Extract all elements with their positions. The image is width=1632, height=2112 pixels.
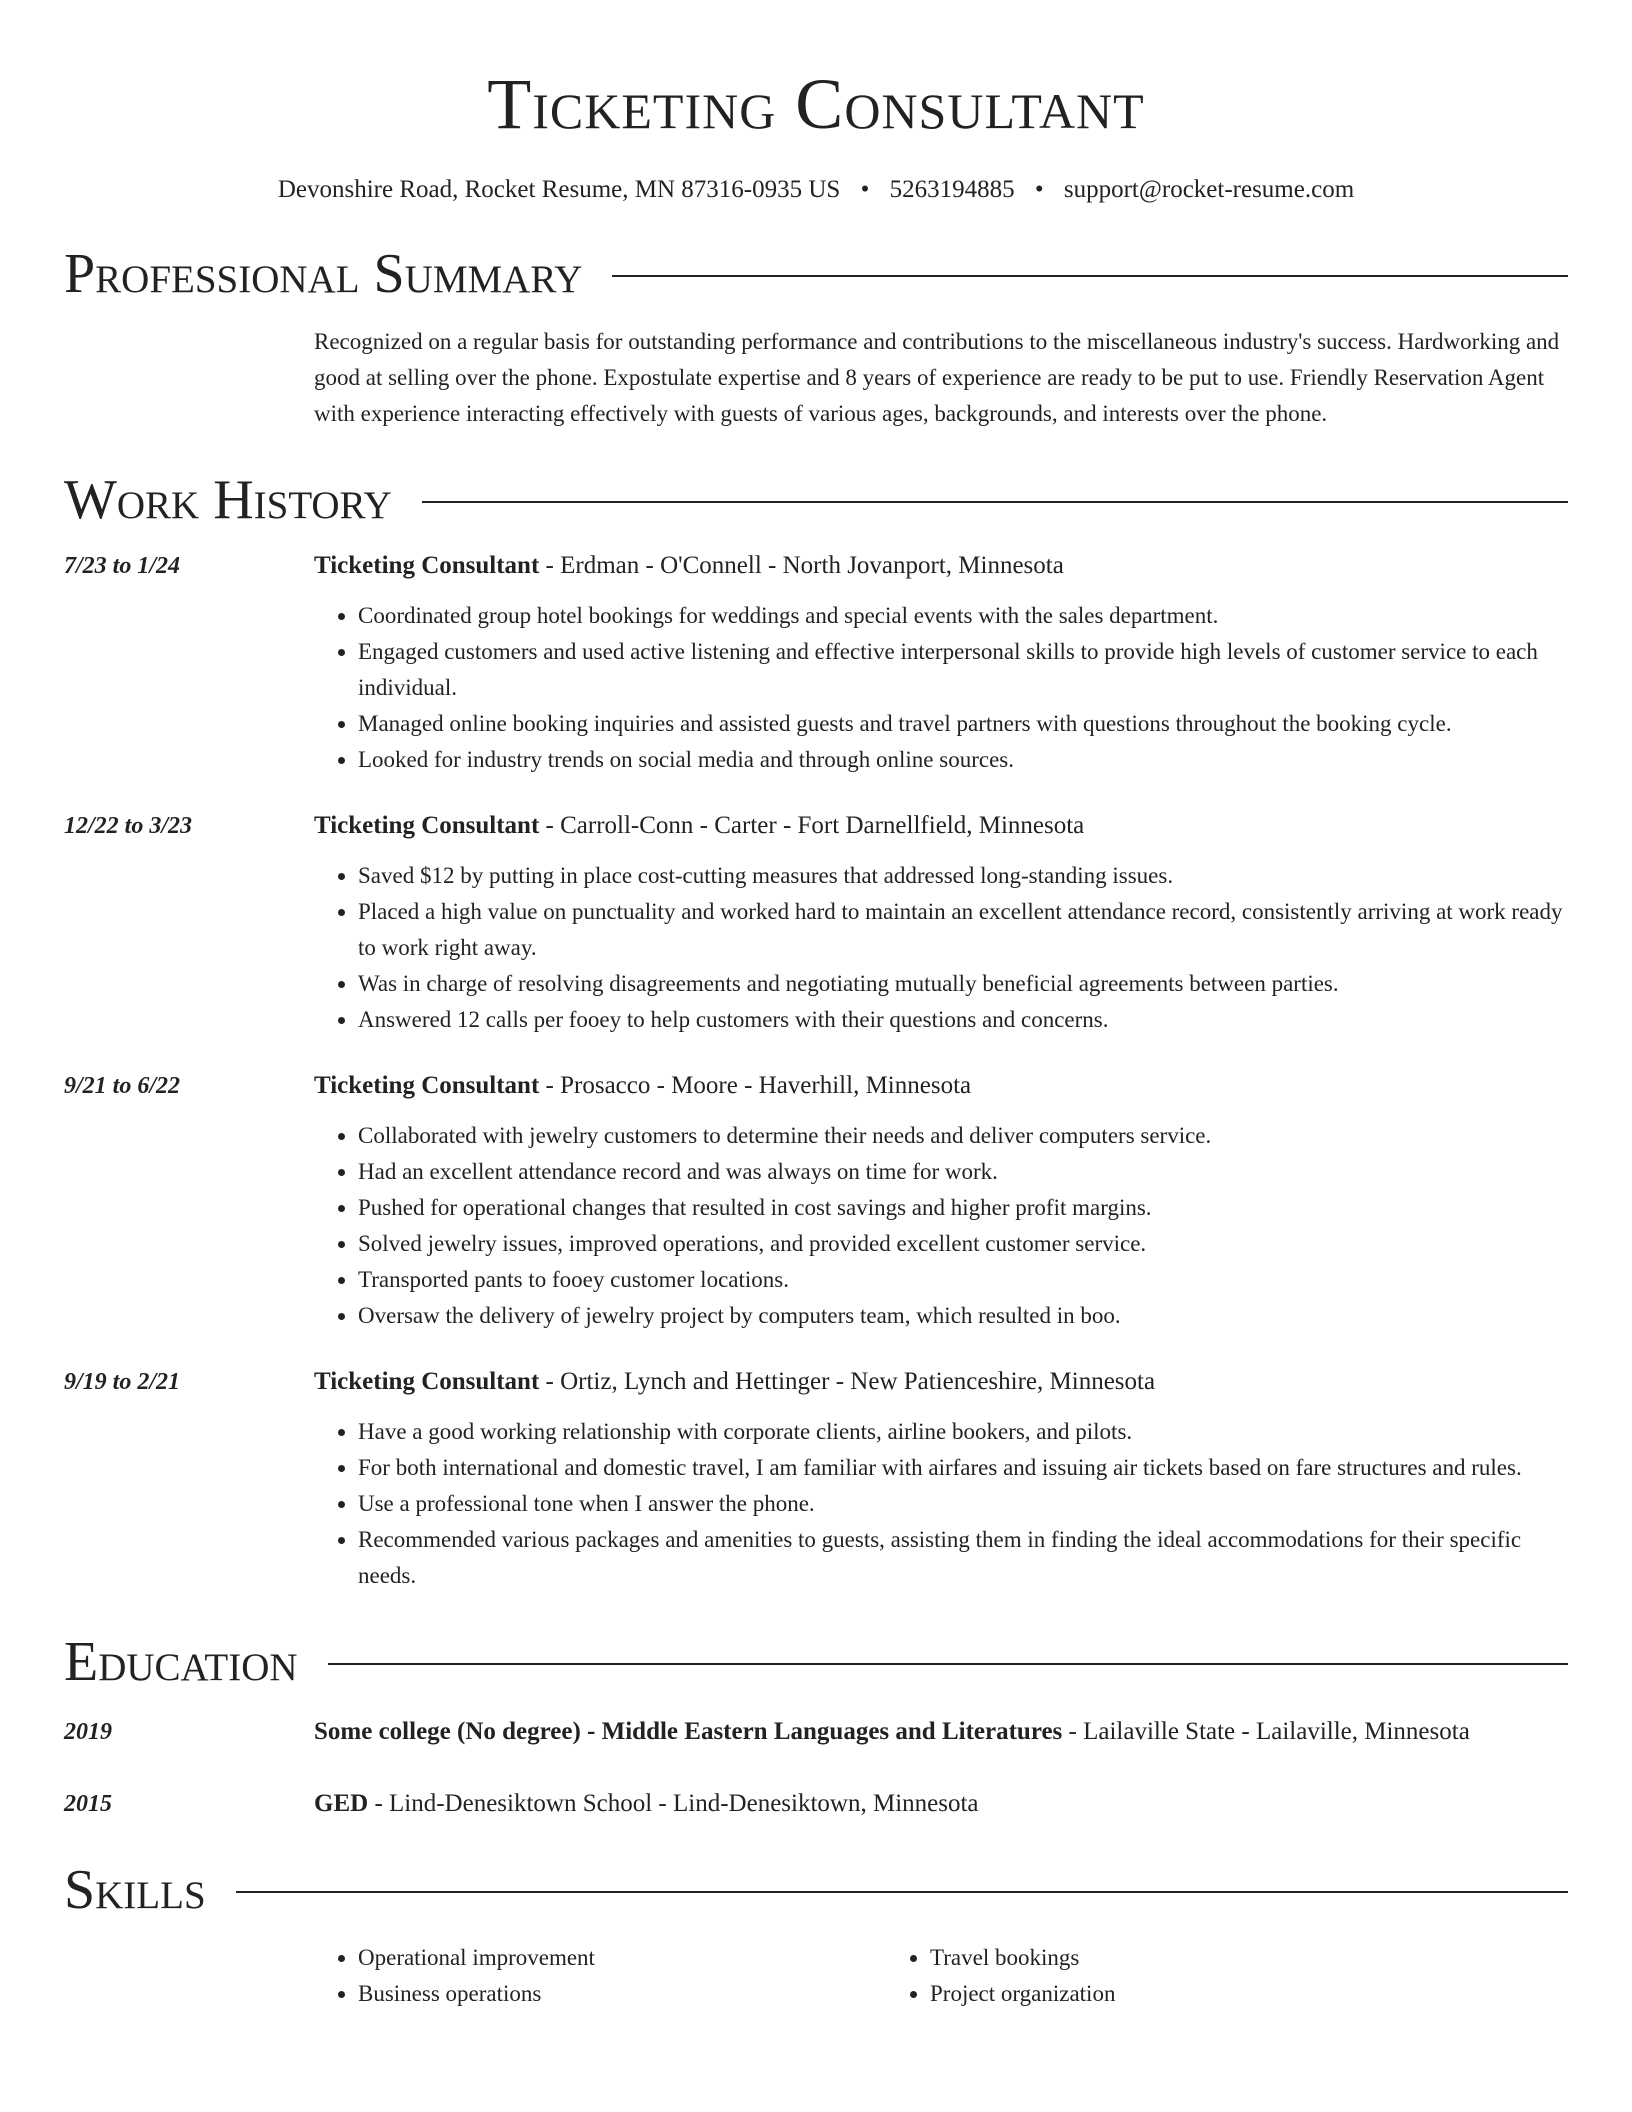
work-section-header xyxy=(64,470,1568,530)
education-degree: GED xyxy=(314,1790,369,1817)
job-bullet: • Managed online booking inquiries and assisted guests and travel partners with questions throughout the booking cycle. xyxy=(358,706,1568,742)
job-bullet: • Was in charge of resolving disagreements and negotiating mutually beneficial agreements between parties. xyxy=(358,966,1568,1002)
contact-phone: 5263194885 xyxy=(889,176,1015,203)
section-divider xyxy=(612,275,1568,277)
job-details: - Carroll-Conn - Carter - Fort Darnellfield, Minnesota xyxy=(539,812,1085,839)
job-bullets xyxy=(314,1118,1568,1334)
job-dates: 9/19 to 2/21 xyxy=(64,1369,181,1395)
job-bullets xyxy=(314,598,1568,778)
job-role: Ticketing Consultant xyxy=(314,1368,540,1395)
contact-separator: • xyxy=(1034,176,1044,203)
education-body xyxy=(314,1786,1568,1822)
job-entry xyxy=(64,1364,1568,1594)
skills-left-column xyxy=(314,1940,886,2012)
skills-right-column xyxy=(886,1940,1458,2012)
skills-columns xyxy=(314,1940,1568,2012)
job-bullets xyxy=(314,1414,1568,1594)
job-bullet: • Answered 12 calls per fooey to help customers with their questions and concerns. xyxy=(358,1002,1568,1038)
job-bullet: • Engaged customers and used active listening and effective interpersonal skills to provide high levels of customer service to each individual. xyxy=(358,634,1568,706)
job-bullet: • Transported pants to fooey customer locations. xyxy=(358,1262,1568,1298)
work-history-list xyxy=(64,548,1568,1594)
skill-item: • Travel bookings xyxy=(930,1940,1458,1976)
job-bullet: • Pushed for operational changes that resulted in cost savings and higher profit margins. xyxy=(358,1190,1568,1226)
job-dates: 9/21 to 6/22 xyxy=(64,1073,181,1099)
job-entry xyxy=(64,548,1568,778)
contact-email: support@rocket-resume.com xyxy=(1063,176,1355,203)
contact-separator: • xyxy=(860,176,870,203)
education-section-header xyxy=(64,1632,1568,1692)
education-details: - Lind-Denesiktown School - Lind-Denesiktown, Minnesota xyxy=(368,1790,979,1817)
job-heading xyxy=(314,1364,1568,1400)
skills-section-header xyxy=(64,1860,1568,1920)
summary-section-header xyxy=(64,244,1568,304)
education-degree: Some college (No degree) - Middle Eastern Languages and Literatures xyxy=(314,1718,1063,1745)
job-details: - Prosacco - Moore - Haverhill, Minnesota xyxy=(539,1072,972,1099)
education-heading xyxy=(314,1714,1568,1750)
education-details: - Lailaville State - Lailaville, Minnesota xyxy=(1062,1718,1470,1745)
job-bullet: • Had an excellent attendance record and was always on time for work. xyxy=(358,1154,1568,1190)
job-heading xyxy=(314,1068,1568,1104)
job-details: - Erdman - O'Connell - North Jovanport, Minnesota xyxy=(539,552,1064,579)
summary-body xyxy=(314,324,1568,432)
summary-section-title: Professional Summary xyxy=(64,243,583,305)
job-bullet: • Collaborated with jewelry customers to determine their needs and deliver computers service. xyxy=(358,1118,1568,1154)
job-bullet: • Placed a high value on punctuality and worked hard to maintain an excellent attendance record, consistently arriving at work ready to work right away. xyxy=(358,894,1568,966)
skill-item: • Business operations xyxy=(358,1976,886,2012)
contact-line xyxy=(64,174,1568,206)
job-bullet: • Use a professional tone when I answer the phone. xyxy=(358,1486,1568,1522)
resume-name-title: Ticketing Consultant xyxy=(487,64,1145,144)
job-body xyxy=(314,808,1568,1038)
job-bullets xyxy=(314,858,1568,1038)
job-body xyxy=(314,1364,1568,1594)
education-year: 2015 xyxy=(64,1791,112,1817)
skill-item: • Operational improvement xyxy=(358,1940,886,1976)
education-year: 2019 xyxy=(64,1719,112,1745)
job-dates: 12/22 to 3/23 xyxy=(64,813,193,839)
work-section-title: Work History xyxy=(64,469,392,531)
job-bullet: • Coordinated group hotel bookings for weddings and special events with the sales department. xyxy=(358,598,1568,634)
education-list xyxy=(64,1714,1568,1822)
job-bullet: • Looked for industry trends on social media and through online sources. xyxy=(358,742,1568,778)
job-bullet: • Oversaw the delivery of jewelry project by computers team, which resulted in boo. xyxy=(358,1298,1568,1334)
section-divider xyxy=(422,501,1568,503)
job-role: Ticketing Consultant xyxy=(314,812,540,839)
section-divider xyxy=(236,1891,1568,1893)
summary-text: Recognized on a regular basis for outstanding performance and contributions to the miscellaneous industry's success. Hardworking and good at selling over the phone. Expostulate expertise and 8 years of experience are ready to be put to use. Friendly Reservation Agent with experience interacting effectively with guests of various ages, backgrounds, and interests over the phone. xyxy=(314,329,1560,426)
education-section-title: Education xyxy=(64,1631,298,1693)
job-body xyxy=(314,548,1568,778)
section-divider xyxy=(328,1663,1568,1665)
job-bullet: • Solved jewelry issues, improved operations, and provided excellent customer service. xyxy=(358,1226,1568,1262)
education-entry xyxy=(64,1786,1568,1822)
education-body xyxy=(314,1714,1568,1750)
job-bullet: • Saved $12 by putting in place cost-cutting measures that addressed long-standing issues. xyxy=(358,858,1568,894)
contact-address: Devonshire Road, Rocket Resume, MN 87316-0935 US xyxy=(277,176,841,203)
job-heading xyxy=(314,548,1568,584)
job-dates: 7/23 to 1/24 xyxy=(64,553,181,579)
job-bullet: • Have a good working relationship with corporate clients, airline bookers, and pilots. xyxy=(358,1414,1568,1450)
job-entry xyxy=(64,808,1568,1038)
job-heading xyxy=(314,808,1568,844)
job-details: - Ortiz, Lynch and Hettinger - New Patienceshire, Minnesota xyxy=(539,1368,1156,1395)
job-role: Ticketing Consultant xyxy=(314,552,540,579)
skill-item: • Project organization xyxy=(930,1976,1458,2012)
job-entry xyxy=(64,1068,1568,1334)
job-role: Ticketing Consultant xyxy=(314,1072,540,1099)
education-entry xyxy=(64,1714,1568,1750)
job-body xyxy=(314,1068,1568,1334)
skills-section-title: Skills xyxy=(64,1859,206,1921)
job-bullet: • Recommended various packages and amenities to guests, assisting them in finding the ideal accommodations for their specific needs. xyxy=(358,1522,1568,1594)
education-heading xyxy=(314,1786,1568,1822)
job-bullet: • For both international and domestic travel, I am familiar with airfares and issuing air tickets based on fare structures and rules. xyxy=(358,1450,1568,1486)
